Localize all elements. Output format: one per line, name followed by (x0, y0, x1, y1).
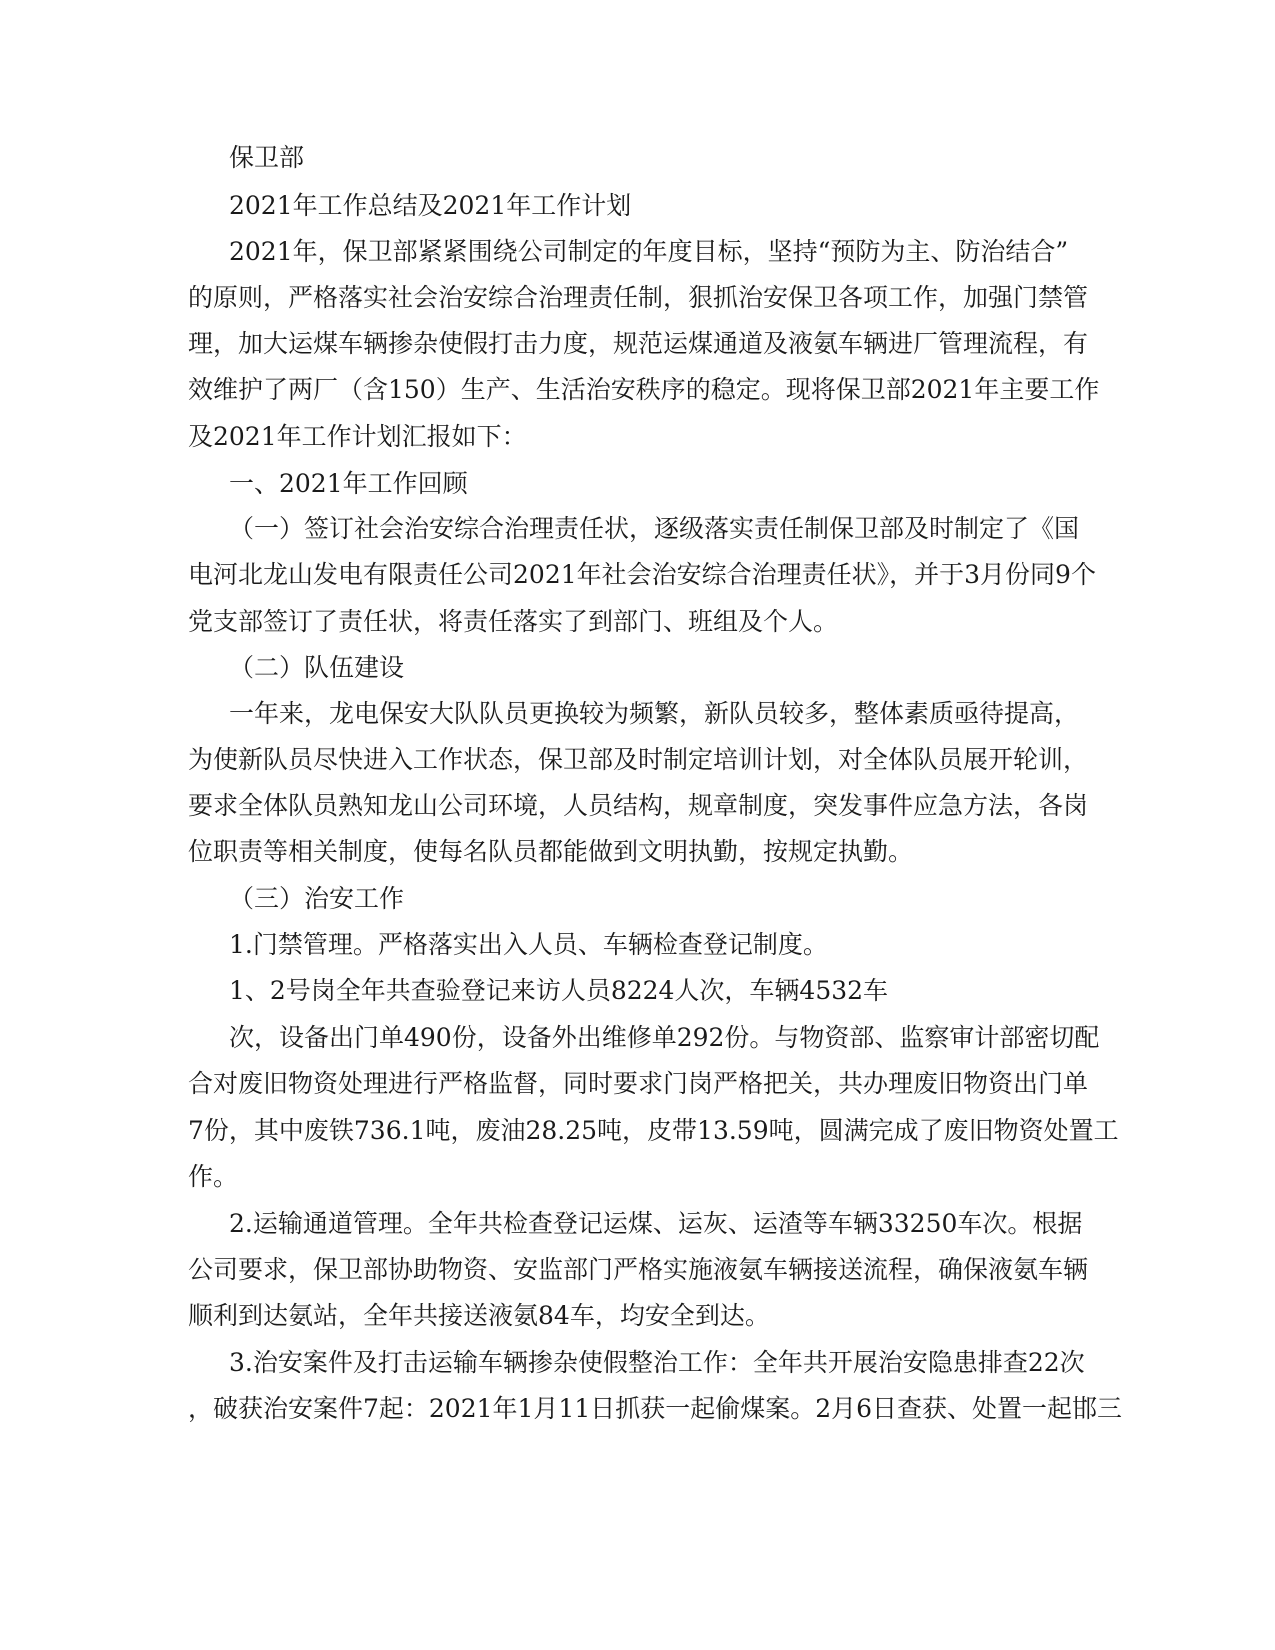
intro-line: 效维护了两厂（含150）生产、生活治安秩序的稳定。现将保卫部2021年主要工作 (188, 375, 1100, 404)
item3-line: 3.治安案件及打击运输车辆掺杂使假整治工作：全年共开展治安隐患排查22次 (229, 1348, 1085, 1377)
subsection1-line: （一）签订社会治安综合治理责任状，逐级落实责任制保卫部及时制定了《国 (229, 514, 1080, 543)
item2-line: 2.运输通道管理。全年共检查登记运煤、运灰、运渣等车辆33250车次。根据 (229, 1209, 1083, 1238)
item1-body-line: 作。 (188, 1162, 239, 1191)
department-heading: 保卫部 (229, 143, 305, 172)
subsection2-line: 位职责等相关制度，使每名队员都能做到文明执勤，按规定执勤。 (188, 837, 914, 866)
item1-body-line: 7份，其中废铁736.1吨，废油28.25吨，皮带13.59吨，圆满完成了废旧物资处置工 (188, 1116, 1119, 1145)
subsection-heading: （二）队伍建设 (229, 653, 405, 682)
subsection1-line: 党支部签订了责任状，将责任落实了到部门、班组及个人。 (188, 607, 839, 636)
item-heading: 1.门禁管理。严格落实出入人员、车辆检查登记制度。 (229, 930, 828, 959)
subsection2-line: 要求全体队员熟知龙山公司环境，人员结构，规章制度，突发事件应急方法，各岗 (188, 791, 1089, 820)
subsection1-line: 电河北龙山发电有限责任公司2021年社会治安综合治理责任状》，并于3月份同9个 (188, 560, 1096, 589)
intro-line: 理，加大运煤车辆掺杂使假打击力度，规范运煤通道及液氨车辆进厂管理流程，有 (188, 329, 1089, 358)
section-heading: 一、2021年工作回顾 (229, 469, 468, 498)
intro-line: 及2021年工作计划汇报如下： (188, 422, 527, 451)
item1-body-line: 合对废旧物资处理进行严格监督，同时要求门岗严格把关，共办理废旧物资出门单 (188, 1069, 1089, 1098)
item2-line: 顺利到达氨站，全年共接送液氨84车，均安全到达。 (188, 1301, 770, 1330)
item2-line: 公司要求，保卫部协助物资、安监部门严格实施液氨车辆接送流程，确保液氨车辆 (188, 1255, 1089, 1284)
item3-line: ，破获治安案件7起：2021年1月11日抓获一起偷煤案。2月6日查获、处置一起邯三 (188, 1394, 1123, 1423)
subsection2-line: 一年来，龙电保安大队队员更换较为频繁，新队员较多，整体素质亟待提高， (229, 699, 1080, 728)
item1-body-line: 次，设备出门单490份，设备外出维修单292份。与物资部、监察审计部密切配 (229, 1023, 1100, 1052)
subsection-heading: （三）治安工作 (229, 884, 405, 913)
document-title: 2021年工作总结及2021年工作计划 (229, 191, 632, 220)
intro-line: 的原则，严格落实社会治安综合治理责任制，狠抓治安保卫各项工作，加强门禁管 (188, 283, 1089, 312)
item-line: 1、2号岗全年共查验登记来访人员8224人次，车辆4532车 (229, 976, 889, 1005)
subsection2-line: 为使新队员尽快进入工作状态，保卫部及时制定培训计划，对全体队员展开轮训， (188, 745, 1089, 774)
intro-line: 2021年，保卫部紧紧围绕公司制定的年度目标，坚持“预防为主、防治结合” (229, 237, 1069, 266)
